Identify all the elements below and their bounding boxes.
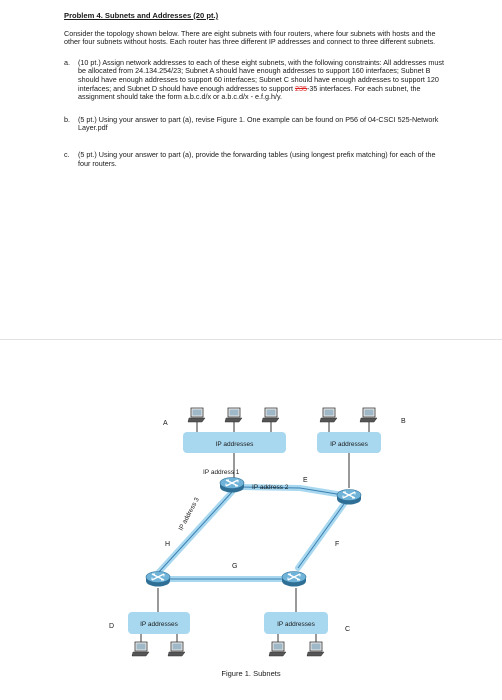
host-b2-icon <box>360 408 377 422</box>
router-3-icon <box>146 572 170 587</box>
ip-address-2-label: IP address 2 <box>252 484 289 491</box>
host-c2-icon <box>307 642 324 656</box>
router-1-icon <box>220 478 244 493</box>
host-c1-icon <box>269 642 286 656</box>
part-a-struck-value: 235 <box>294 83 307 93</box>
figure-caption: Figure 1. Subnets <box>221 669 281 678</box>
host-a1-icon <box>188 408 205 422</box>
subnet-label-b: B <box>401 418 406 425</box>
part-b-text: (5 pt.) Using your answer to part (a), revise Figure 1. One example can be found on P56 of 04-CSCI 525-Network Layer.pdf <box>78 114 439 133</box>
subnet-d <box>128 588 190 642</box>
host-a3-icon <box>262 408 279 422</box>
ip-address-3-label: IP address 3 <box>177 496 201 532</box>
subnet-label-g: G <box>232 563 238 570</box>
part-a-text-2: -35 interfaces. For each subnet, the assignment should take the form a.b.c.d/x or a.b.c.d/x - e.f.g.h/y. <box>78 83 421 102</box>
subnet-label-f: F <box>335 541 340 548</box>
problem-title: Problem 4. Subnets and Addresses (20 pt.) <box>64 11 219 20</box>
subnet-a-ip-label: IP addresses <box>215 441 254 448</box>
ip-address-1-label: IP address 1 <box>203 469 240 476</box>
subnet-label-e: E <box>303 477 308 484</box>
subnet-label-d: D <box>109 623 115 630</box>
subnet-label-h: H <box>165 541 171 548</box>
host-d1-icon <box>132 642 149 656</box>
router-4-icon <box>282 572 306 587</box>
part-c-text: (5 pt.) Using your answer to part (a), provide the forwarding tables (using longest prefix matching) for each of the four routers. <box>78 149 436 168</box>
part-a-label: a. <box>64 57 70 67</box>
part-a-text-1: (10 pt.) Assign network addresses to each of these eight subnets, with the following constraints: All addresses must be allocated from 24.134.254/23; Subnet A should have enough addresses to support 160 interfaces; Subnet B should have enough addresses to support 60 interfaces; Subnet C should have enough addresses to support 120 interfaces; and Subnet D should have enough addresses to support <box>78 57 444 93</box>
subnet-b-ip-label: IP addresses <box>330 441 368 448</box>
subnet-b <box>317 422 381 488</box>
subnet-links <box>158 487 349 579</box>
subnet-label-a: A <box>163 420 168 427</box>
host-b1-icon <box>320 408 337 422</box>
host-a2-icon <box>225 408 242 422</box>
subnet-d-ip-label: IP addresses <box>140 621 178 628</box>
part-c-label: c. <box>64 149 70 159</box>
part-b-label: b. <box>64 114 70 124</box>
subnet-c <box>264 588 328 642</box>
subnet-c-ip-label: IP addresses <box>277 621 315 628</box>
host-d2-icon <box>168 642 185 656</box>
router-2-icon <box>337 490 361 505</box>
problem-intro: Consider the topology shown below. There are eight subnets with four routers, where four subnets with hosts and the other four subnets without hosts. Each router has three different IP addresses and connect to three different subnets. <box>64 28 436 47</box>
subnet-label-c: C <box>345 626 351 633</box>
